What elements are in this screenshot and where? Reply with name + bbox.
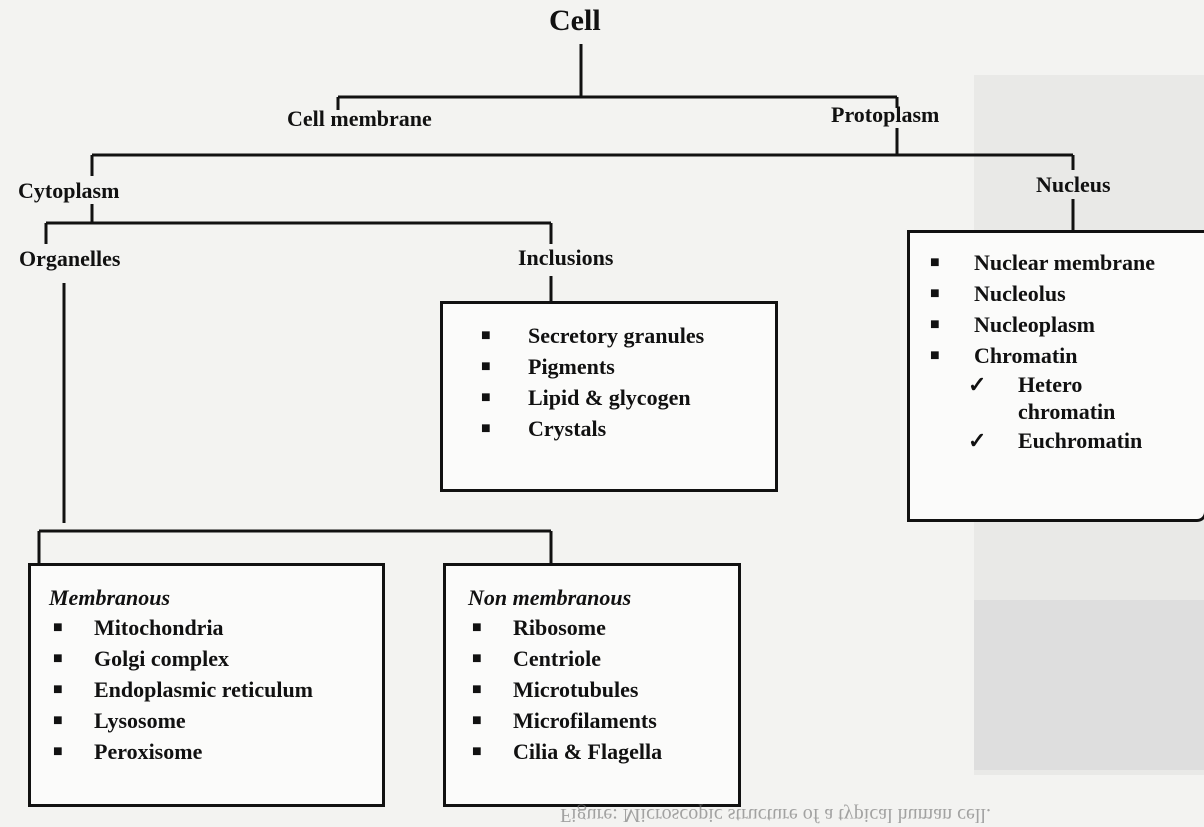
list-item: ■ Pigments xyxy=(481,354,615,379)
list-item: ■ Nucleoplasm xyxy=(930,312,1095,337)
checkmark-icon: ✓ xyxy=(968,372,987,397)
list-item: ■ Ribosome xyxy=(472,615,606,640)
list-item: ✓ Euchromatin xyxy=(924,425,1204,456)
list-item: ■ Nucleolus xyxy=(930,281,1066,306)
list-item: ✓ Hetero chromatin xyxy=(968,372,1116,424)
membranous-box xyxy=(28,563,385,807)
list-item: ■ Secretory granules xyxy=(481,323,705,348)
node-cell-membrane: Cell membrane xyxy=(287,106,432,131)
non-membranous-box xyxy=(443,563,741,807)
nucleus-box xyxy=(907,230,1204,522)
list-item: ■ Microfilaments xyxy=(472,708,657,733)
checkmark-icon: ✓ xyxy=(968,428,987,453)
node-cytoplasm: Cytoplasm xyxy=(18,178,120,203)
list-item: ■ Mitochondria xyxy=(53,615,224,640)
list-item: ■ Crystals xyxy=(481,416,607,441)
membranous-heading: Membranous xyxy=(49,585,171,610)
list-item: ■ Chromatin xyxy=(930,343,1078,368)
list-item: ■ Endoplasmic reticulum xyxy=(53,677,314,702)
node-inclusions: Inclusions xyxy=(518,245,614,270)
list-item: ■ Lysosome xyxy=(53,708,186,733)
list-item: ■ Microtubules xyxy=(472,677,639,702)
list-item: ■ Centriole xyxy=(472,646,601,671)
node-cell: Cell xyxy=(549,4,601,37)
inclusions-box xyxy=(440,301,778,492)
node-protoplasm: Protoplasm xyxy=(831,102,940,127)
list-item: ■ Golgi complex xyxy=(53,646,230,671)
node-organelles: Organelles xyxy=(19,246,121,271)
list-item: ■ Lipid & glycogen xyxy=(481,385,691,410)
list-item: ■ Cilia & Flagella xyxy=(472,739,663,764)
non-membranous-heading: Non membranous xyxy=(468,585,632,610)
list-item: ■ Peroxisome xyxy=(53,739,203,764)
node-nucleus: Nucleus xyxy=(1036,172,1111,197)
figure-caption-mirrored: Figure: Microscopic structure of a typical human cell. xyxy=(560,804,991,826)
list-item: ■ Nuclear membrane xyxy=(930,250,1156,275)
